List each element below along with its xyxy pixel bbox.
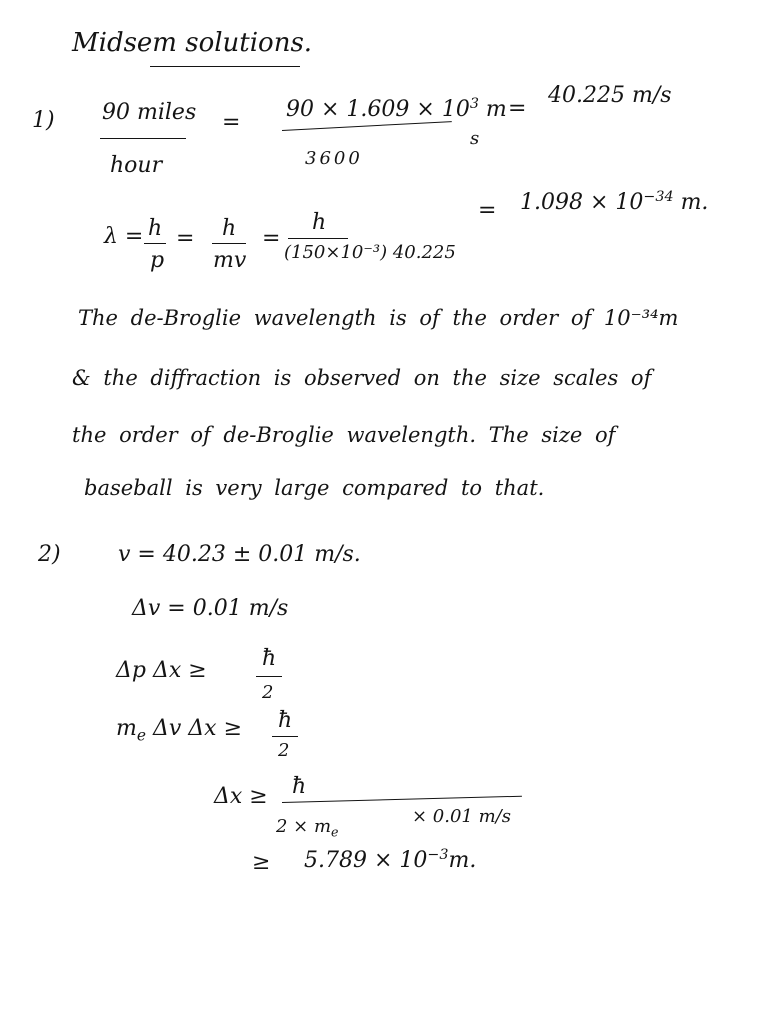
equals-sign: = xyxy=(222,110,241,135)
h-numerator: h xyxy=(148,216,163,241)
q1-number: 1) xyxy=(32,108,55,133)
denominator-mass: $2 \times m_e$ xyxy=(276,816,339,840)
speed-fraction-bar xyxy=(100,138,186,139)
position-uncertainty: Δx ≥ xyxy=(214,784,268,809)
h-numerator: h xyxy=(222,216,237,241)
mv-denominator: mv xyxy=(213,248,247,273)
q2-number: 2) xyxy=(38,542,61,567)
h-numerator: h xyxy=(312,210,327,235)
velocity-uncertainty: Δv = 0.01 m/s xyxy=(132,596,289,621)
paragraph-line: the order of de-Broglie wavelength. The size of xyxy=(72,423,616,447)
equals-sign: = xyxy=(508,96,527,121)
velocity-line: v = 40.23 ± 0.01 m/s. xyxy=(118,542,361,567)
fraction-bar xyxy=(212,243,246,244)
two-denominator: 2 xyxy=(278,740,290,761)
wavelength-result: $1.098 \times 10^{-34}$ m. xyxy=(520,189,709,215)
conversion-numerator: $90 \times 1.609 \times 10^3$ m xyxy=(286,96,507,122)
equals-sign: = xyxy=(262,226,281,251)
denominator-velocity: × 0.01 m/s xyxy=(412,806,511,827)
paragraph-line: & the diffraction is observed on the size scales of xyxy=(72,366,652,390)
lambda-lhs: λ = xyxy=(104,224,144,249)
two-denominator: 2 xyxy=(262,682,274,703)
fraction-bar xyxy=(272,736,298,737)
uncertainty-principle: Δp Δx ≥ xyxy=(116,658,207,683)
title-underline xyxy=(150,66,300,67)
final-result: $5.789 \times 10^{-3}m$. xyxy=(304,847,477,873)
paragraph-line: The de-Broglie wavelength is of the order of 10⁻³⁴m xyxy=(78,306,679,330)
hbar-numerator: ħ xyxy=(278,708,293,733)
paragraph-line: baseball is very large compared to that. xyxy=(84,476,545,500)
page-title: Midsem solutions. xyxy=(72,28,313,58)
conversion-seconds: s xyxy=(470,128,480,149)
equals-sign: = xyxy=(176,226,195,251)
fraction-bar xyxy=(288,238,348,239)
fraction-bar xyxy=(256,676,282,677)
conversion-denominator: 3600 xyxy=(305,148,363,169)
greater-equal-sign: ≥ xyxy=(252,850,271,875)
p-denominator: p xyxy=(150,248,165,273)
equals-sign: = xyxy=(478,198,497,223)
speed-denominator: hour xyxy=(110,153,163,178)
speed-result: 40.225 m/s xyxy=(548,83,672,108)
fraction-bar xyxy=(282,796,522,803)
hbar-numerator: ħ xyxy=(292,774,307,799)
speed-numerator: 90 miles xyxy=(102,100,197,125)
mass-speed-denominator: (150×10⁻³) 40.225 xyxy=(284,242,456,263)
conversion-fraction-bar xyxy=(282,121,452,131)
uncertainty-with-mass: $m_e$ Δv Δx ≥ xyxy=(116,716,243,745)
hbar-numerator: ħ xyxy=(262,646,277,671)
fraction-bar xyxy=(144,243,166,244)
